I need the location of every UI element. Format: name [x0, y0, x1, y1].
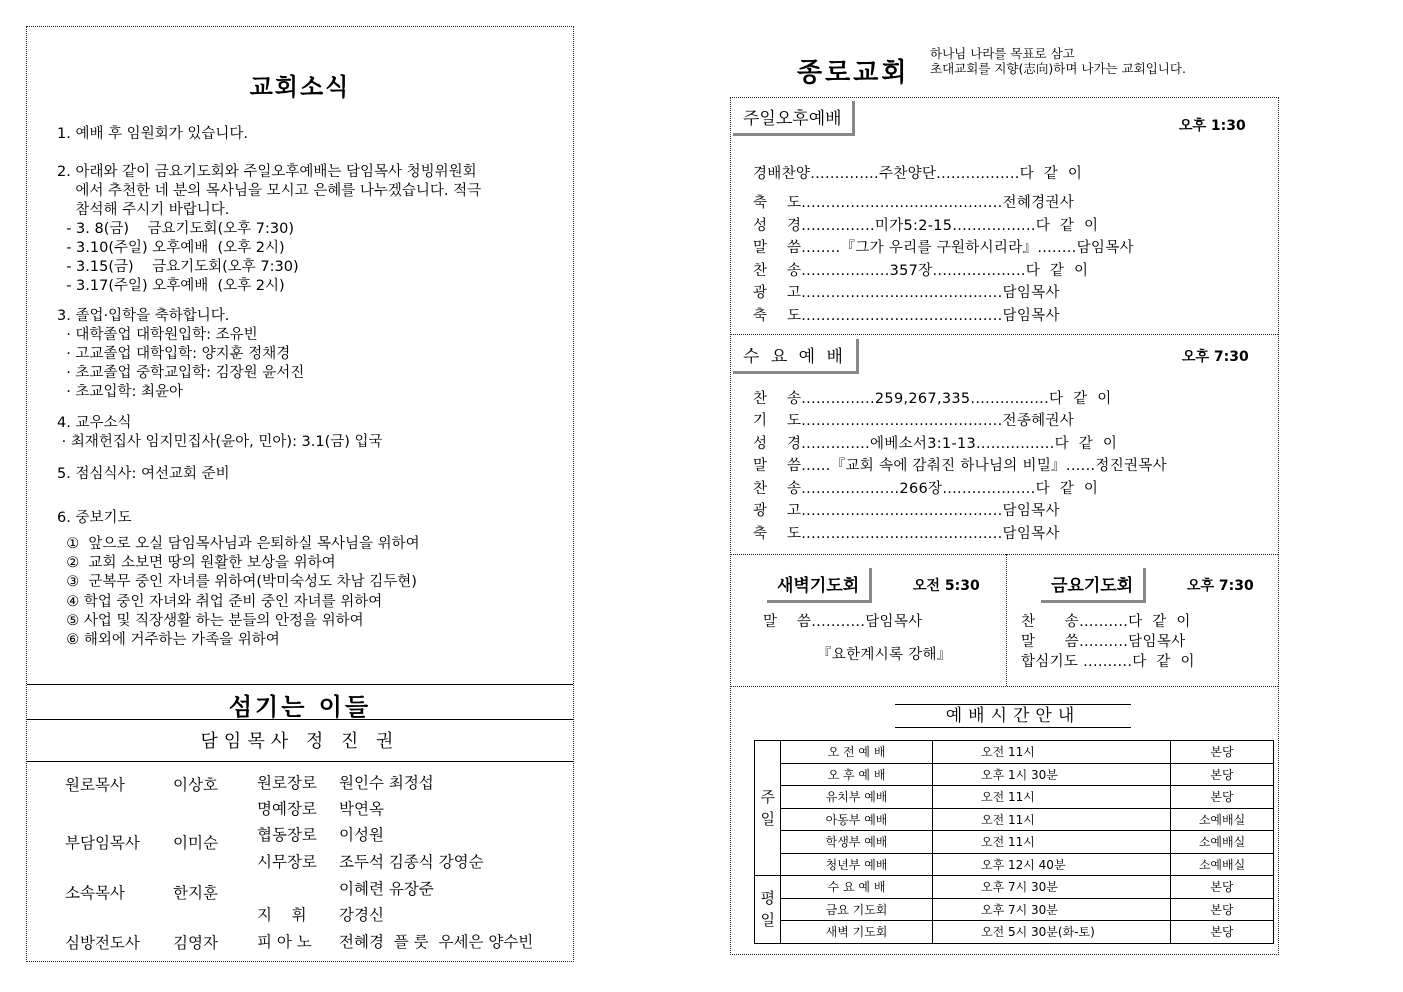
table-row: [755, 853, 1274, 876]
dawn-prayer-sermon: 『요한계시록 강해』: [817, 647, 952, 663]
news-schedule-3: - 3.15(금) 금요기도회(오후 7:30): [57, 259, 299, 275]
order-row: 경배찬양..............주찬양단.................다 같 이: [753, 166, 1083, 182]
news-title: 교회소식: [249, 73, 351, 101]
friday-prayer-label: 금요기도회: [1041, 568, 1146, 603]
prayer-1: ① 앞으로 오실 담임목사님과 은퇴하실 목사님을 위하여: [57, 536, 420, 552]
divider: [731, 554, 1278, 555]
service-place: 본당: [1171, 741, 1274, 764]
elder-names: 조두석 김종식 강영순: [339, 853, 484, 871]
service-place: 본당: [1171, 898, 1274, 921]
service-time: 오전 11시: [933, 808, 1171, 831]
service-place: 본당: [1171, 763, 1274, 786]
dawn-prayer-time: 오전 5:30: [913, 578, 980, 594]
order-row: 찬 송...............259,267,335................다 같 이: [753, 391, 1112, 407]
order-row: 찬 송....................266장...................다 같 이: [753, 481, 1099, 497]
elder-role: 원로장로: [257, 774, 317, 792]
church-name: 종로교회: [797, 58, 910, 88]
service-time: 오전 11시: [933, 786, 1171, 809]
wednesday-label: 수 요 예 배: [733, 339, 859, 374]
server-name: 한지훈: [173, 884, 218, 902]
dawn-prayer-label: 새벽기도회: [767, 568, 872, 603]
prayer-2: ② 교회 소보면 땅의 원활한 보상을 위하여: [57, 555, 336, 571]
order-row: 성 경...............미가5:2-15.................다 같 이: [753, 218, 1099, 234]
service-place: 소예배실: [1171, 853, 1274, 876]
server-name: 이상호: [173, 776, 218, 794]
divider: [27, 719, 573, 720]
friday-prayer-row: 찬 송..........다 같 이: [1021, 614, 1191, 630]
service-name: 유치부 예배: [781, 786, 933, 809]
news-schedule-1: - 3. 8(금) 금요기도회(오후 7:30): [57, 221, 295, 237]
news-item-3-sub2: · 고교졸업 대학입학: 양지훈 정채경: [57, 346, 291, 362]
motto-line-2: 초대교회를 지향(志向)하며 나가는 교회입니다.: [930, 61, 1186, 76]
table-row: [755, 898, 1274, 921]
elder-role: 협동장로: [257, 826, 317, 844]
news-panel: [26, 26, 574, 962]
choir-names: 강경신: [339, 906, 384, 924]
service-place: 본당: [1171, 876, 1274, 899]
divider: [27, 761, 573, 762]
divider: [1006, 554, 1007, 686]
service-place: 본당: [1171, 921, 1274, 944]
sunday-pm-label: 주일오후예배: [733, 101, 855, 136]
news-item-5: 5. 점심식사: 여선교회 준비: [57, 466, 230, 482]
table-row: [755, 876, 1274, 899]
order-row: 성 경..............에베소서3:1-13................다 같 이: [753, 436, 1118, 452]
table-row: [755, 921, 1274, 944]
news-item-4-sub: · 최재헌집사 임지민집사(윤아, 민아): 3.1(금) 입국: [57, 434, 383, 450]
elder-names: 이성원: [339, 826, 384, 844]
group-weekday: 평일: [755, 876, 781, 944]
server-name: 김영자: [173, 934, 218, 952]
service-place: 소예배실: [1171, 808, 1274, 831]
service-time: 오후 12시 40분: [933, 853, 1171, 876]
service-time: 오전 11시: [933, 831, 1171, 854]
elder-names: 원인수 최정섭: [339, 774, 434, 792]
table-row: [755, 763, 1274, 786]
news-item-2: 2. 아래와 같이 금요기도회와 주일오후예배는 담임목사 청빙위원회: [57, 164, 477, 180]
server-role: 심방전도사: [65, 934, 140, 952]
table-row: [755, 808, 1274, 831]
elder-names: 박연옥: [339, 800, 384, 818]
schedule-table: [754, 740, 1274, 944]
service-place: 소예배실: [1171, 831, 1274, 854]
news-item-2-line3: 참석해 주시기 바랍니다.: [57, 202, 230, 218]
table-row: [755, 831, 1274, 854]
news-item-6: 6. 중보기도: [57, 510, 132, 526]
news-item-3: 3. 졸업·입학을 축하합니다.: [57, 308, 230, 324]
choir-role: 지 휘: [257, 906, 307, 924]
worship-panel: [730, 97, 1279, 955]
divider: [731, 686, 1278, 687]
news-item-4: 4. 교우소식: [57, 415, 132, 431]
service-name: 새벽 기도회: [781, 921, 933, 944]
news-item-3-sub3: · 초교졸업 중학교입학: 김장원 윤서진: [57, 365, 305, 381]
order-row: 축 도.........................................담임목사: [753, 526, 1060, 542]
motto-line-1: 하나님 나라를 목표로 삼고: [930, 46, 1075, 61]
church-motto: [930, 46, 1186, 76]
service-time: 오전 11시: [933, 741, 1171, 764]
service-name: 수 요 예 배: [781, 876, 933, 899]
order-row: 말 씀......『교회 속에 감춰진 하나님의 비밀』......정진권목사: [753, 458, 1167, 474]
head-pastor: 담임목사 정 진 권: [200, 731, 400, 752]
table-row: [755, 741, 1274, 764]
service-name: 금요 기도회: [781, 898, 933, 921]
service-time: 오전 5시 30분(화-토): [933, 921, 1171, 944]
service-time: 오후 1시 30분: [933, 763, 1171, 786]
news-item-3-sub1: · 대학졸업 대학원입학: 조유빈: [57, 327, 258, 343]
prayer-3: ③ 군복무 중인 자녀를 위하여(박미숙성도 차남 김두현): [57, 574, 417, 590]
server-role: 원로목사: [65, 776, 125, 794]
elder-names: 이혜련 유장준: [339, 880, 434, 898]
prayer-6: ⑥ 해외에 거주하는 가족을 위하여: [57, 632, 280, 648]
elder-role: 명예장로: [257, 800, 317, 818]
service-name: 학생부 예배: [781, 831, 933, 854]
news-item-3-sub4: · 초교입학: 최윤아: [57, 384, 183, 400]
elder-role: 시무장로: [257, 853, 317, 871]
news-item-1: 1. 예배 후 임원회가 있습니다.: [57, 126, 248, 142]
wednesday-time: 오후 7:30: [1182, 349, 1249, 365]
order-row: 기 도.........................................전종혜권사: [753, 413, 1075, 429]
divider: [731, 334, 1278, 335]
server-role: 부담임목사: [65, 834, 140, 852]
sunday-pm-time: 오후 1:30: [1179, 118, 1246, 134]
divider: [27, 684, 573, 685]
service-time: 오후 7시 30분: [933, 876, 1171, 899]
service-place: 본당: [1171, 786, 1274, 809]
order-row: 말 씀........『그가 우리를 구원하시리라』........담임목사: [753, 240, 1134, 256]
music-role: 피 아 노: [257, 933, 312, 951]
order-row: 광 고.........................................담임목사: [753, 285, 1060, 301]
order-row: 광 고.........................................담임목사: [753, 503, 1060, 519]
servers-title: 섬기는 이들: [228, 693, 372, 721]
friday-prayer-time: 오후 7:30: [1187, 578, 1254, 594]
prayer-4: ④ 학업 중인 자녀와 취업 준비 중인 자녀를 위하여: [57, 594, 383, 610]
friday-prayer-row: 말 씀..........담임목사: [1021, 634, 1186, 650]
service-name: 오 후 예 배: [781, 763, 933, 786]
service-name: 청년부 예배: [781, 853, 933, 876]
group-sunday: 주일: [755, 741, 781, 876]
news-item-2-line2: 에서 추천한 네 분의 목사님을 모시고 은혜를 나누겠습니다. 적극: [57, 183, 482, 199]
server-role: 소속목사: [65, 884, 125, 902]
service-name: 아동부 예배: [781, 808, 933, 831]
order-row: 축 도.........................................전혜경권사: [753, 195, 1075, 211]
order-row: 축 도.........................................담임목사: [753, 308, 1060, 324]
prayer-5: ⑤ 사업 및 직장생활 하는 분들의 안정을 위하여: [57, 613, 364, 629]
music-names: 전혜경 플 룻 우세은 양수빈: [339, 933, 534, 951]
table-row: [755, 786, 1274, 809]
news-schedule-2: - 3.10(주일) 오후예배 (오후 2시): [57, 240, 285, 256]
server-name: 이미순: [173, 834, 218, 852]
friday-prayer-row: 합심기도 ..........다 같 이: [1021, 654, 1195, 670]
order-row: 찬 송..................357장...................다 같 이: [753, 263, 1089, 279]
service-name: 오 전 예 배: [781, 741, 933, 764]
service-time: 오후 7시 30분: [933, 898, 1171, 921]
schedule-title: 예배시간안내: [895, 704, 1131, 728]
dawn-prayer-row: 말 씀...........담임목사: [763, 614, 923, 630]
news-schedule-4: - 3.17(주일) 오후예배 (오후 2시): [57, 278, 285, 294]
